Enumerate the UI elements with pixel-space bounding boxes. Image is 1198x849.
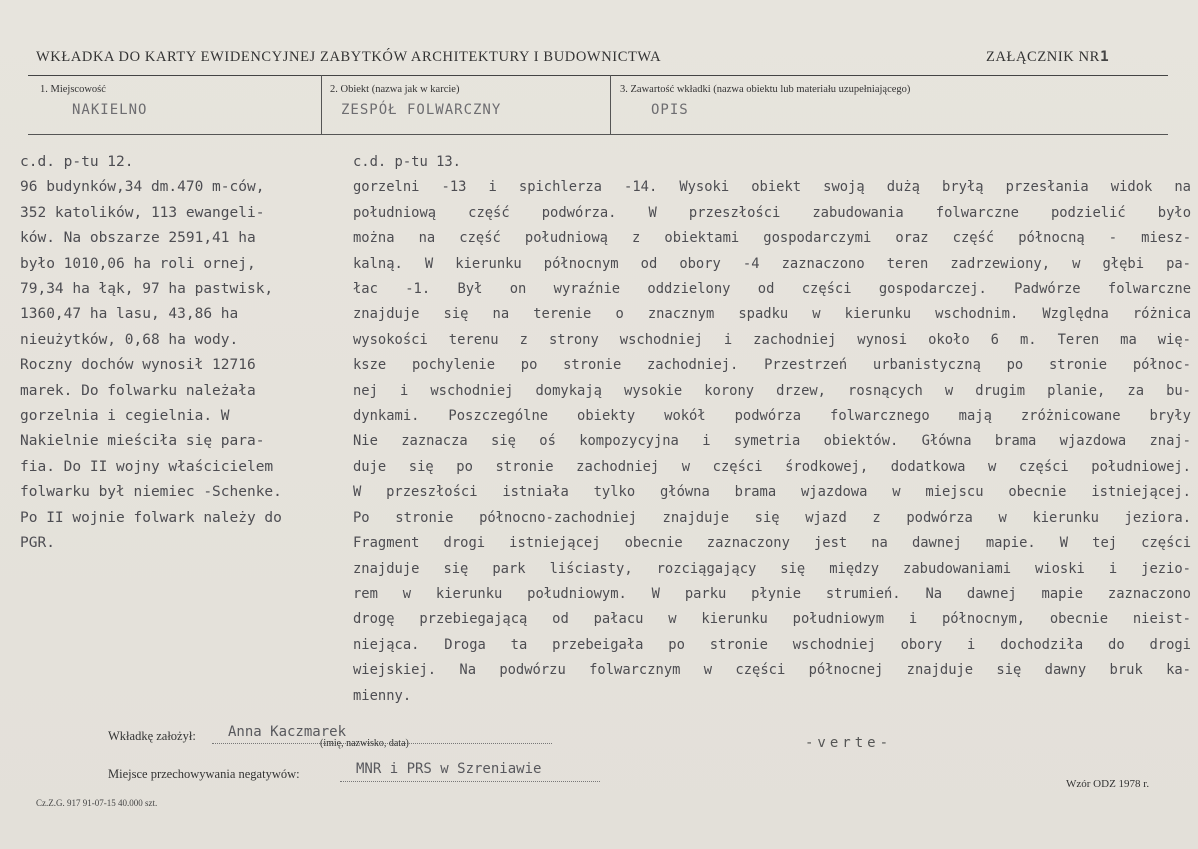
left-line: Nakielnie mieściła się para- (20, 433, 265, 450)
left-line: gorzelnia i cegielnia. W (20, 408, 230, 425)
left-text-column (20, 150, 282, 557)
right-line: znajduje się na terenie o znacznym spadku w kierunku wschodnim. Względna różnica (353, 306, 1191, 323)
author-value: Anna Kaczmarek (228, 724, 347, 740)
object-value: ZESPÓŁ FOLWARCZNY (341, 102, 502, 118)
right-line: można na część południową z obiektami gospodarczymi oraz część północną - miesz- (353, 230, 1191, 247)
content-label: 3. Zawartość wkładki (nazwa obiektu lub materiału uzupełniającego) (620, 84, 911, 95)
right-line: wysokości terenu z strony wschodniej i zachodniej wynosi około 6 m. Teren ma wię- (353, 331, 1191, 348)
document-title: WKŁADKA DO KARTY EWIDENCYJNEJ ZABYTKÓW ARCHITEKTURY I BUDOWNICTWA (36, 49, 662, 65)
annex-number-label (986, 49, 1109, 66)
right-line: rem w kierunku południowym. W parku płynie strumień. Na dawnej mapie zaznaczono (353, 585, 1191, 602)
storage-label: Miejsce przechowywania negatywów: (108, 767, 300, 781)
left-line: PGR. (20, 535, 55, 552)
storage-line (340, 781, 600, 782)
left-line: Roczny dochów wynosił 12716 (20, 357, 256, 374)
right-line: południową część podwórza. W przeszłości zabudowania folwarczne podzielić było (353, 204, 1191, 221)
left-line: nieużytków, 0,68 ha wody. (20, 331, 239, 348)
left-line: c.d. p-tu 12. (20, 154, 134, 170)
right-line: Fragment drogi istniejącej obecnie zaznaczony jest na dawnej mapie. W tej części (353, 535, 1191, 552)
left-line: 1360,47 ha lasu, 43,86 ha (20, 306, 239, 323)
right-line: wiejskiej. Na podwórzu folwarcznym w części północnej znajduje się dawny bruk ka- (353, 662, 1191, 679)
right-line: nej i wschodniej domykają wysokie korony drzew, rosnących w drugim planie, za bu- (353, 382, 1191, 399)
right-line: duje się po stronie zachodniej w części środkowej, dodatkowa w części południowej. (353, 458, 1191, 475)
print-info: Cz.Z.G. 917 91-07-15 40.000 szt. (36, 798, 158, 808)
left-line: 96 budynków,34 dm.470 m-ców, (20, 179, 265, 196)
header-bottom-rule (28, 134, 1168, 135)
object-label: 2. Obiekt (nazwa jak w karcie) (330, 84, 460, 95)
left-line: Po II wojnie folwark należy do (20, 509, 282, 526)
left-line: było 1010,06 ha roli ornej, (20, 255, 256, 272)
left-line: 79,34 ha łąk, 97 ha pastwisk, (20, 281, 274, 298)
right-line: Nie zaznacza się oś kompozycyjna i symetria obiektów. Główna brama wjazdowa znaj- (353, 433, 1191, 450)
location-value: NAKIELNO (72, 102, 148, 118)
left-line: ków. Na obszarze 2591,41 ha (20, 230, 256, 247)
right-line: ksze pochylenie po stronie zachodniej. Przestrzeń urbanistyczną po stronie północ- (353, 357, 1191, 374)
left-line: 352 katolików, 113 ewangeli- (20, 204, 265, 221)
right-line: c.d. p-tu 13. (353, 154, 461, 170)
right-line: niejąca. Droga ta przebeigała po stronie wschodniej obory i dochodziła do drogi (353, 636, 1191, 653)
annex-label: ZAŁĄCZNIK NR (986, 49, 1100, 65)
right-line: mienny. (353, 687, 412, 704)
right-line: łac -1. Był on wyraźnie oddzielony od części gospodarczej. Padwórze folwarczne (353, 281, 1191, 298)
right-line: kalną. W kierunku północnym od obory -4 zaznaczono teren zadrzewiony, w głębi pa- (353, 255, 1191, 272)
field-divider-1 (321, 75, 322, 135)
content-value: OPIS (651, 102, 689, 118)
left-line: marek. Do folwarku należała (20, 382, 256, 399)
right-line: W przeszłości istniała tylko główna brama wjazdowa w miejscu obecnie istniejącej. (353, 484, 1191, 501)
author-label: Wkładkę założył: (108, 729, 196, 743)
right-line: dynkami. Poszczególne obiekty wokół podwórza folwarcznego mają zróżnicowane bryły (353, 408, 1191, 425)
verte-note: -verte- (805, 735, 893, 751)
location-label: 1. Miejscowość (40, 84, 106, 95)
right-text-column (353, 150, 1191, 709)
right-line: znajduje się park liściasty, rozciągający się między zabudowaniami wioski i jezio- (353, 560, 1191, 577)
left-line: folwarku był niemiec -Schenke. (20, 484, 282, 501)
form-code: Wzór ODZ 1978 r. (1066, 778, 1150, 790)
right-line: gorzelni -13 i spichlerza -14. Wysoki obiekt swoją dużą bryłą przesłania widok na (353, 179, 1191, 196)
left-line: fia. Do II wojny właścicielem (20, 458, 274, 475)
right-line: Po stronie północno-zachodniej znajduje się wjazd z podwórza w kierunku jeziora. (353, 509, 1191, 526)
storage-value: MNR i PRS w Szreniawie (356, 761, 542, 777)
author-hint: (imię, nazwisko, data) (320, 738, 409, 749)
right-line: drogę przebiegającą od pałacu w kierunku południowym i północnym, obecnie nieist- (353, 611, 1191, 628)
field-divider-2 (610, 75, 611, 135)
header-top-rule (28, 75, 1168, 76)
annex-number: 1 (1099, 49, 1110, 65)
